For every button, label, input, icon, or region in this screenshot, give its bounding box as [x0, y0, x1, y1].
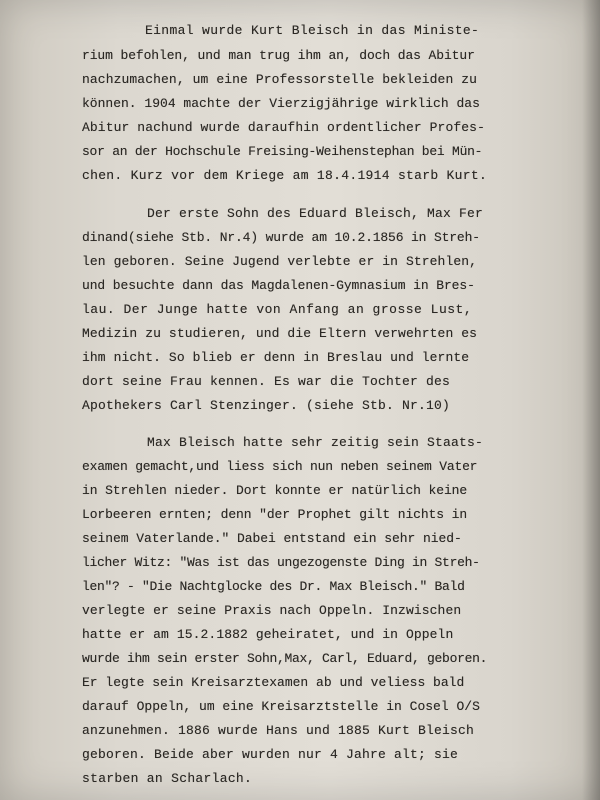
text-line: Medizin zu studieren, und die Eltern verwehrten es	[82, 326, 478, 341]
text-line: Der erste Sohn des Eduard Bleisch, Max Fer	[147, 206, 484, 221]
text-line: chen. Kurz vor dem Kriege am 18.4.1914 starb Kurt.	[82, 168, 488, 183]
text-line: nachzumachen, um eine Professorstelle bekleiden zu	[82, 72, 478, 87]
text-line: in Strehlen nieder. Dort konnte er natürlich keine	[82, 483, 468, 498]
text-line: ihm nicht. So blieb er denn in Breslau und lernte	[82, 350, 470, 365]
text-line: len geboren. Seine Jugend verlebte er in Strehlen,	[82, 254, 478, 269]
text-line: wurde ihm sein erster Sohn,Max, Carl, Eduard, geboren.	[82, 651, 488, 666]
text-line: starben an Scharlach.	[82, 771, 253, 786]
text-line: Lorbeeren ernten; denn "der Prophet gilt nichts in	[82, 507, 468, 522]
text-line: können. 1904 machte der Vierzigjährige wirklich das	[82, 96, 480, 111]
text-line: examen gemacht,und liess sich nun neben seinem Vater	[82, 459, 478, 474]
text-line: rium befohlen, und man trug ihm an, doch das Abitur	[82, 48, 475, 63]
text-line: sor an der Hochschule Freising-Weihenstephan bei Mün-	[82, 144, 483, 159]
text-line: Max Bleisch hatte sehr zeitig sein Staats-	[147, 435, 484, 450]
text-line: seinem Vaterlande." Dabei entstand ein sehr nied-	[82, 531, 462, 546]
text-line: dinand(siehe Stb. Nr.4) wurde am 10.2.1856 in Streh-	[82, 230, 480, 245]
text-line: geboren. Beide aber wurden nur 4 Jahre alt; sie	[82, 747, 459, 762]
text-line: len"? - "Die Nachtglocke des Dr. Max Bleisch." Bald	[82, 579, 465, 594]
text-line: und besuchte dann das Magdalenen-Gymnasium in Bres-	[82, 278, 475, 293]
text-line: Einmal wurde Kurt Bleisch in das Ministe-	[145, 23, 480, 38]
text-line: Er legte sein Kreisarztexamen ab und veliess bald	[82, 675, 465, 690]
text-line: anzunehmen. 1886 wurde Hans und 1885 Kurt Bleisch	[82, 723, 475, 738]
text-line: lau. Der Junge hatte von Anfang an grosse Lust,	[82, 302, 473, 317]
text-line: verlegte er seine Praxis nach Oppeln. Inzwischen	[82, 603, 462, 618]
text-line: Abitur nachund wurde daraufhin ordentlicher Profes-	[82, 120, 485, 135]
text-line: darauf Oppeln, um eine Kreisarztstelle in Cosel O/S	[82, 699, 480, 714]
text-line: hatte er am 15.2.1882 geheiratet, und in Oppeln	[82, 627, 454, 642]
text-line: licher Witz: "Was ist das ungezogenste Ding in Streh-	[82, 555, 480, 570]
text-line: Apothekers Carl Stenzinger. (siehe Stb. Nr.10)	[82, 398, 451, 413]
text-line: dort seine Frau kennen. Es war die Tochter des	[82, 374, 451, 389]
